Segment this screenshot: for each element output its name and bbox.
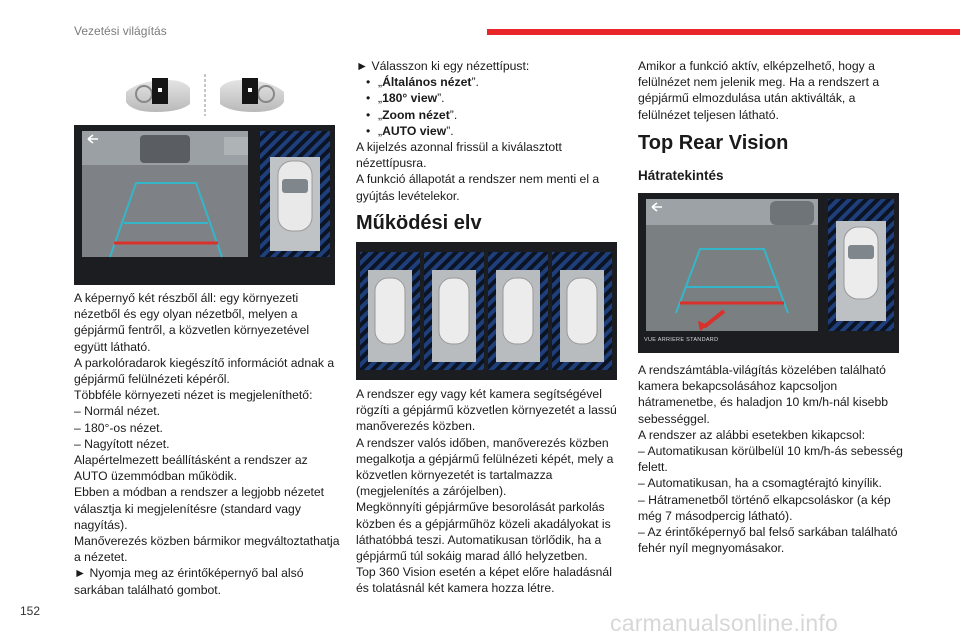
car-view-icons-illustration (120, 72, 290, 118)
column-3-text (638, 58, 908, 123)
list-item: – Automatikusan körülbelül 10 km/h-ás sebesség felett. (638, 444, 903, 475)
watermark: carmanualsonline.info (610, 610, 838, 636)
paragraph: A képernyő két részből áll: egy környezeti nézetből és egy olyan nézetből, melyen a gépjármű fentről, a közvetlen környezetével együtt látható. (74, 291, 310, 354)
chapter-title: Vezetési világítás (74, 24, 167, 38)
list-item: – Nagyított nézet. (74, 436, 170, 451)
section-heading: Működési elv (356, 212, 482, 234)
paragraph: Megkönnyíti gépjárműve besorolását parkolás közben és a gépjárműhöz közeli akadályokat is láthatóbbá teszi. Automatikusan törlődik, ha a gépjármű túl sokáig marad álló helyzetben. (356, 500, 611, 564)
sub-heading: Hátratekintés (638, 168, 724, 183)
paragraph: Amikor a funkció aktív, elképzelhető, hogy a felülnézet nem jelenik meg. Ha a rendszert a gépjármű elmozdulása után aktiválták, a felülnézet teljesen látható. (638, 59, 880, 122)
camera-screen-graphic (74, 125, 335, 285)
column-2-bottom-text (356, 386, 622, 597)
paragraph: A funkció állapotát a rendszer nem menti el a gyújtás levételekor. (356, 172, 600, 203)
list-item: – Hátramenetből történő elkapcsoláskor (a kép még 7 másodpercig látható). (638, 492, 891, 523)
paragraph: A kijelzés azonnal frissül a kiválasztott nézettípusra. (356, 140, 562, 171)
paragraph: Top 360 Vision esetén a képet előre haladásnál és tolatásnál két kamera hozza létre. (356, 565, 612, 596)
list-item: – Normál nézet. (74, 404, 161, 419)
list-item: • „Általános nézet”. (366, 74, 622, 90)
page-number: 152 (20, 604, 41, 618)
list-item: • „180° view”. (366, 90, 622, 106)
paragraph: Ebben a módban a rendszer a legjobb nézetet választja ki megjelenítésre (standard vagy nagyítás). (74, 485, 325, 532)
column-2-text (356, 58, 622, 204)
paragraph: A rendszer az alábbi esetekben kikapcsol: (638, 427, 865, 442)
paragraph: A rendszer egy vagy két kamera segítségével rögzíti a gépjármű közvetlen környezetét a lassú manőverezés közben. (356, 387, 617, 434)
view-option-list (356, 74, 622, 139)
list-item: – Az érintőképernyő bal felső sarkában található fehér nyíl megnyomásakor. (638, 525, 898, 556)
list-item: • „Zoom nézet”. (366, 107, 622, 123)
rear-camera-graphic (638, 193, 899, 353)
top-view-sequence-graphic (356, 242, 617, 380)
camera-screen-image (74, 125, 335, 285)
paragraph: Többféle környezeti nézet is megjeleníthető: (74, 388, 313, 403)
list-item: – Automatikusan, ha a csomagtérajtó kinyílik. (638, 476, 882, 491)
screen-mode-label: VUE ARRIERE STANDARD (644, 337, 719, 343)
header-accent-bar (487, 29, 960, 35)
column-1-text (74, 290, 340, 598)
paragraph: ► Nyomja meg az érintőképernyő bal alsó sarkában található gombot. (74, 566, 304, 597)
column-3-bottom-text (638, 362, 904, 556)
list-item: • „AUTO view”. (366, 123, 622, 139)
paragraph: A parkolóradarok kiegészítő információt adnak a gépjármű felülnézeti képéről. (74, 355, 335, 387)
section-heading: Top Rear Vision (638, 132, 789, 154)
top-view-sequence-image (356, 242, 617, 380)
rear-camera-screen-image (638, 193, 899, 353)
paragraph: ► Válasszon ki egy nézettípust: (356, 59, 530, 73)
paragraph: Manőverezés közben bármikor megváltoztathatja a nézetet. (74, 534, 340, 565)
two-cars-icon (120, 72, 290, 118)
paragraph: A rendszer valós időben, manőverezés közben megalkotja a gépjármű felülnézeti képét, mely a közvetlen környezetét is tartalmazza (megjelenítés a zárójelben). (356, 435, 614, 499)
paragraph: A rendszámtábla-világítás közelében található kamera bekapcsolásához kapcsoljon hátramenetbe, és haladjon 10 km/h-nál kisebb sebességgel. (638, 363, 888, 426)
list-item: – 180°-os nézet. (74, 420, 163, 435)
paragraph: Alapértelmezett beállításként a rendszer az AUTO üzemmódban működik. (74, 453, 308, 484)
